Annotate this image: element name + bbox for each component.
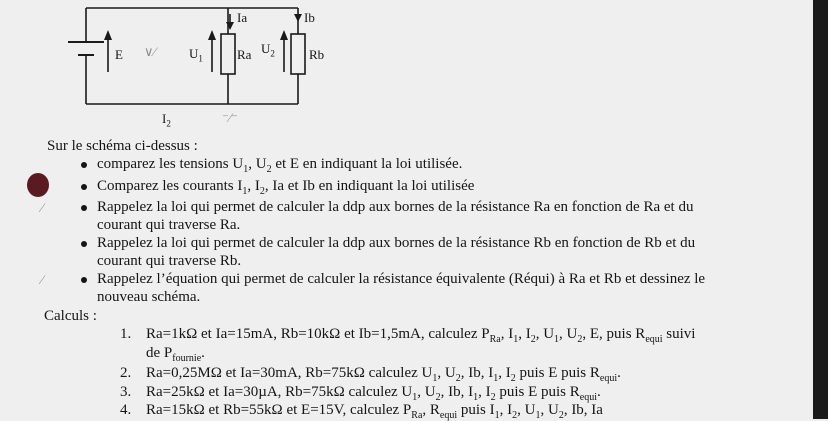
bullet-5-line-2: nouveau schéma. [97, 289, 201, 305]
label-e: E [115, 47, 123, 62]
pencil-mark: ⁄ [41, 272, 44, 287]
bullet-4-line-1: Rappelez la loi qui permet de calculer la ddp aux bornes de la résistance Rb en fonction de Rb et du [97, 235, 696, 251]
bullet-1: comparez les tensions $U_1$, $U_2$ et E en indiquant la loi utilisée. [97, 156, 463, 175]
calcul-1-line-2: de $P_{fournie}$. [146, 345, 205, 364]
label-i2: $I_2$ [162, 111, 171, 129]
bullet-2: Comparez les courants $I_1$, $I_2$, Ia et Ib en indiquant la loi utilisée [97, 178, 475, 197]
ink-blot [27, 173, 49, 197]
pencil-mark: ⁻∕⁻ [222, 110, 238, 125]
intro-text: Sur le schéma ci-dessus : [47, 138, 198, 154]
bullet-3-line-1: Rappelez la loi qui permet de calculer la ddp aux bornes de la résistance Ra en fonction de Ra et du [97, 199, 694, 215]
calcul-number: 3. [120, 384, 132, 400]
calcul-number: 1. [120, 326, 132, 342]
arrowhead-e [104, 30, 112, 40]
resistor-rb [291, 34, 305, 74]
arrowhead-u1 [208, 30, 216, 40]
bullet [81, 241, 87, 247]
scan-border [813, 0, 828, 419]
calcul-number: 2. [120, 365, 132, 381]
arrowhead-ib [294, 14, 302, 22]
arrowhead-u2 [280, 30, 288, 40]
calculs-title: Calculs : [44, 308, 97, 324]
label-rb: Rb [309, 47, 325, 62]
label-u1: $U_1$ [189, 46, 203, 64]
calcul-1-line-1: Ra=1kΩ et Ia=15mA, Rb=10kΩ et Ib=1,5mA, calculez $P_{Ra}$, $I_1$, $I_2$, $U_1$, $U_2$, E, puis $R_{equi}$ suivi [146, 326, 696, 345]
bullet-3-line-2: courant qui traverse Ra. [97, 217, 241, 233]
pencil-mark: ⁄ [41, 200, 44, 215]
resistor-ra [221, 34, 235, 74]
bullet-5-line-1: Rappelez l’équation qui permet de calculer la résistance équivalente (Réqui) à Ra et Rb et dessinez le [97, 271, 706, 287]
bullet-4-line-2: courant qui traverse Rb. [97, 253, 242, 269]
bullet [81, 277, 87, 283]
battery-symbol [68, 42, 104, 55]
bullet [81, 162, 87, 168]
pencil-mark: ∨⁄ [144, 44, 156, 59]
calcul-number: 4. [120, 402, 132, 418]
label-ia: Ia [237, 10, 248, 25]
label-ra: Ra [237, 47, 252, 62]
calcul-2: Ra=0,25MΩ et Ia=30mA, Rb=75kΩ calculez $U_1$, $U_2$, Ib, $I_1$, $I_2$ puis E puis $R_{equi}$. [146, 365, 621, 384]
label-ib: Ib [304, 10, 315, 25]
bullet [81, 184, 87, 190]
calcul-3: Ra=25kΩ et Ia=30µA, Rb=75kΩ calculez $U_1$, $U_2$, Ib, $I_1$, $I_2$ puis E puis $R_{equi}$. [146, 384, 601, 403]
bullet [81, 205, 87, 211]
calcul-4: Ra=15kΩ et Rb=55kΩ et E=15V, calculez $P_{Ra}$, $R_{equi}$ puis $I_1$, $I_2$, $U_1$, $U_2$, Ib, Ia [146, 402, 603, 421]
label-u2: $U_2$ [261, 41, 275, 59]
